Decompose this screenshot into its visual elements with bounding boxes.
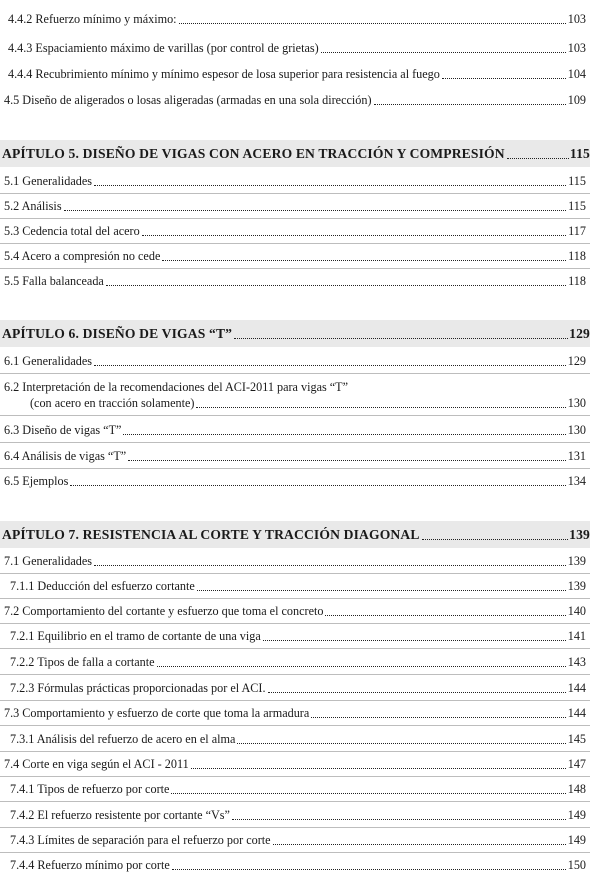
toc-entry-4-4-3[interactable] xyxy=(8,41,586,56)
toc-page-number: 134 xyxy=(567,474,586,488)
dot-leader xyxy=(234,335,568,339)
entry-separator xyxy=(0,751,590,752)
toc-entry-7-4-1[interactable] xyxy=(10,782,586,797)
toc-page-number: 149 xyxy=(567,808,586,822)
toc-entry-5-4[interactable] xyxy=(4,249,586,264)
toc-entry-4-4-2[interactable] xyxy=(8,12,586,27)
dot-leader xyxy=(106,282,566,286)
toc-entry-7-4-2[interactable] xyxy=(10,808,586,823)
toc-entry-text: 6.5 Ejemplos xyxy=(4,474,69,488)
entry-separator xyxy=(0,218,590,219)
toc-entry-text: 7.3.1 Análisis del refuerzo de acero en el alma xyxy=(10,732,236,746)
toc-entry-7-3-1[interactable] xyxy=(10,732,586,747)
dot-leader xyxy=(507,155,569,159)
toc-page-number: 115 xyxy=(568,199,586,213)
entry-separator xyxy=(0,373,590,374)
dot-leader xyxy=(197,587,566,591)
dot-leader xyxy=(374,101,566,105)
toc-page-number: 140 xyxy=(567,604,586,618)
toc-page-number: 131 xyxy=(567,449,586,463)
toc-entry-text: 7.2.2 Tipos de falla a cortante xyxy=(10,655,155,669)
entry-separator xyxy=(0,268,590,269)
toc-page-number: 118 xyxy=(568,274,586,288)
toc-entry-7-4-4[interactable] xyxy=(10,858,586,873)
toc-page-number: 103 xyxy=(567,41,586,55)
toc-entry-6-4[interactable] xyxy=(4,449,586,464)
dot-leader xyxy=(325,612,565,616)
dot-leader xyxy=(273,841,566,845)
entry-separator xyxy=(0,415,590,416)
dot-leader xyxy=(422,536,569,540)
dot-leader xyxy=(179,20,566,24)
toc-page-number: 129 xyxy=(567,354,586,368)
entry-separator xyxy=(0,827,590,828)
toc-entry-5-2[interactable] xyxy=(4,199,586,214)
toc-entry-text: 4.4.2 Refuerzo mínimo y máximo: xyxy=(8,12,177,26)
toc-entry-7-1-1[interactable] xyxy=(10,579,586,594)
dot-leader xyxy=(237,740,565,744)
toc-entry-6-2-first-line[interactable] xyxy=(4,380,348,395)
chapter-title: APÍTULO 7. RESISTENCIA AL CORTE Y TRACCIÓN DIAGONAL xyxy=(2,526,420,542)
dot-leader xyxy=(191,765,566,769)
toc-entry-6-3[interactable] xyxy=(4,423,586,438)
toc-entry-text: 7.4.2 El refuerzo resistente por cortante “Vs” xyxy=(10,808,230,822)
toc-entry-4-4-4[interactable] xyxy=(8,67,586,82)
toc-page-number: 143 xyxy=(567,655,586,669)
toc-entry-7-2-1[interactable] xyxy=(10,629,586,644)
toc-entry-7-2[interactable] xyxy=(4,604,586,619)
entry-separator xyxy=(0,700,590,701)
toc-page-number: 144 xyxy=(567,706,586,720)
toc-entry-7-1[interactable] xyxy=(4,554,586,569)
toc-page-number: 141 xyxy=(567,629,586,643)
entry-separator xyxy=(0,573,590,574)
entry-separator xyxy=(0,776,590,777)
chapter-title: APÍTULO 6. DISEÑO DE VIGAS “T” xyxy=(2,325,233,341)
toc-entry-text: 4.4.4 Recubrimiento mínimo y mínimo espesor de losa superior para resistencia al fuego xyxy=(8,67,440,81)
toc-entry-text: 7.4.4 Refuerzo mínimo por corte xyxy=(10,858,170,872)
toc-page-number: 147 xyxy=(567,757,586,771)
entry-separator xyxy=(0,193,590,194)
dot-leader xyxy=(94,562,566,566)
dot-leader xyxy=(123,431,565,435)
dot-leader xyxy=(94,182,566,186)
toc-entry-text: 6.3 Diseño de vigas “T” xyxy=(4,423,122,437)
toc-page-number: 104 xyxy=(567,67,586,81)
toc-entry-text: 5.4 Acero a compresión no cede xyxy=(4,249,161,263)
toc-entry-text: 7.4.3 Límites de separación para el refuerzo por corte xyxy=(10,833,271,847)
dot-leader xyxy=(70,482,565,486)
entry-separator xyxy=(0,442,590,443)
toc-page-number: 117 xyxy=(568,224,586,238)
toc-page-number: 144 xyxy=(567,681,586,695)
toc-page-number: 139 xyxy=(567,554,586,568)
toc-entry-7-2-2[interactable] xyxy=(10,655,586,670)
dot-leader xyxy=(64,207,567,211)
toc-page-number: 118 xyxy=(568,249,586,263)
toc-entry-6-5[interactable] xyxy=(4,474,586,489)
entry-separator xyxy=(0,674,590,675)
toc-entry-text: 7.4.1 Tipos de refuerzo por corte xyxy=(10,782,170,796)
dot-leader xyxy=(94,362,566,366)
toc-entry-5-1[interactable] xyxy=(4,174,586,189)
toc-entry-text: 7.3 Comportamiento y esfuerzo de corte que toma la armadura xyxy=(4,706,310,720)
toc-entry-text: 7.2.3 Fórmulas prácticas proporcionadas por el ACI. xyxy=(10,681,266,695)
chapter-5-heading[interactable] xyxy=(0,140,590,167)
entry-separator xyxy=(0,243,590,244)
dot-leader xyxy=(171,790,565,794)
toc-entry-6-1[interactable] xyxy=(4,354,586,369)
dot-leader xyxy=(196,404,565,408)
entry-separator xyxy=(0,852,590,853)
toc-entry-text: 4.5 Diseño de aligerados o losas aligeradas (armadas en una sola dirección) xyxy=(4,93,372,107)
toc-page-number: 145 xyxy=(567,732,586,746)
toc-entry-text: 4.4.3 Espaciamiento máximo de varillas (por control de grietas) xyxy=(8,41,319,55)
toc-page-number: 130 xyxy=(567,423,586,437)
toc-entry-text: 5.1 Generalidades xyxy=(4,174,92,188)
toc-entry-7-2-3[interactable] xyxy=(10,681,586,696)
toc-entry-text: 7.4 Corte en viga según el ACI - 2011 xyxy=(4,757,189,771)
dot-leader xyxy=(442,75,566,79)
chapter-page-number: 129 xyxy=(569,325,590,341)
dot-leader xyxy=(321,49,566,53)
toc-entry-text: 6.2 Interpretación de la recomendaciones del ACI-2011 para vigas “T” xyxy=(4,380,349,394)
chapter-page-number: 139 xyxy=(569,526,590,542)
toc-entry-text: 7.2.1 Equilibrio en el tramo de cortante de una viga xyxy=(10,629,261,643)
dot-leader xyxy=(311,714,565,718)
dot-leader xyxy=(263,637,566,641)
toc-entry-text: 5.2 Análisis xyxy=(4,199,62,213)
toc-page-number: 103 xyxy=(567,12,586,26)
toc-entry-5-5[interactable] xyxy=(4,274,586,289)
entry-separator xyxy=(0,623,590,624)
dot-leader xyxy=(157,663,566,667)
entry-separator xyxy=(0,468,590,469)
dot-leader xyxy=(128,457,566,461)
entry-separator xyxy=(0,801,590,802)
chapter-7-heading[interactable] xyxy=(0,521,590,548)
toc-entry-5-3[interactable] xyxy=(4,224,586,239)
entry-separator xyxy=(0,598,590,599)
toc-entry-text: 7.1.1 Deducción del esfuerzo cortante xyxy=(10,579,195,593)
dot-leader xyxy=(268,689,566,693)
toc-entry-text: 6.4 Análisis de vigas “T” xyxy=(4,449,127,463)
dot-leader xyxy=(172,866,566,870)
toc-page-number: 150 xyxy=(567,858,586,872)
dot-leader xyxy=(232,816,566,820)
entry-separator xyxy=(0,648,590,649)
chapter-page-number: 115 xyxy=(569,145,590,161)
toc-entry-text-continued: (con acero en tracción solamente) xyxy=(30,396,195,410)
toc-entry-7-4[interactable] xyxy=(4,757,586,772)
dot-leader xyxy=(142,232,566,236)
toc-entry-7-4-3[interactable] xyxy=(10,833,586,848)
toc-page-number: 109 xyxy=(567,93,586,107)
toc-entry-4-5[interactable] xyxy=(4,93,586,108)
toc-page-number: 148 xyxy=(567,782,586,796)
chapter-6-heading[interactable] xyxy=(0,320,590,347)
toc-entry-text: 7.1 Generalidades xyxy=(4,554,92,568)
toc-entry-text: 6.1 Generalidades xyxy=(4,354,92,368)
chapter-title: APÍTULO 5. DISEÑO DE VIGAS CON ACERO EN TRACCIÓN Y COMPRESIÓN xyxy=(2,145,505,161)
toc-page-number: 115 xyxy=(568,174,586,188)
toc-page-number: 149 xyxy=(567,833,586,847)
dot-leader xyxy=(162,257,566,261)
toc-entry-7-3[interactable] xyxy=(4,706,586,721)
toc-entry-text: 7.2 Comportamiento del cortante y esfuerzo que toma el concreto xyxy=(4,604,324,618)
toc-page-number: 130 xyxy=(567,396,586,410)
toc-entry-text: 5.5 Falla balanceada xyxy=(4,274,104,288)
toc-entry-6-2[interactable] xyxy=(30,396,586,411)
toc-page-number: 139 xyxy=(567,579,586,593)
toc-entry-text: 5.3 Cedencia total del acero xyxy=(4,224,140,238)
entry-separator xyxy=(0,725,590,726)
